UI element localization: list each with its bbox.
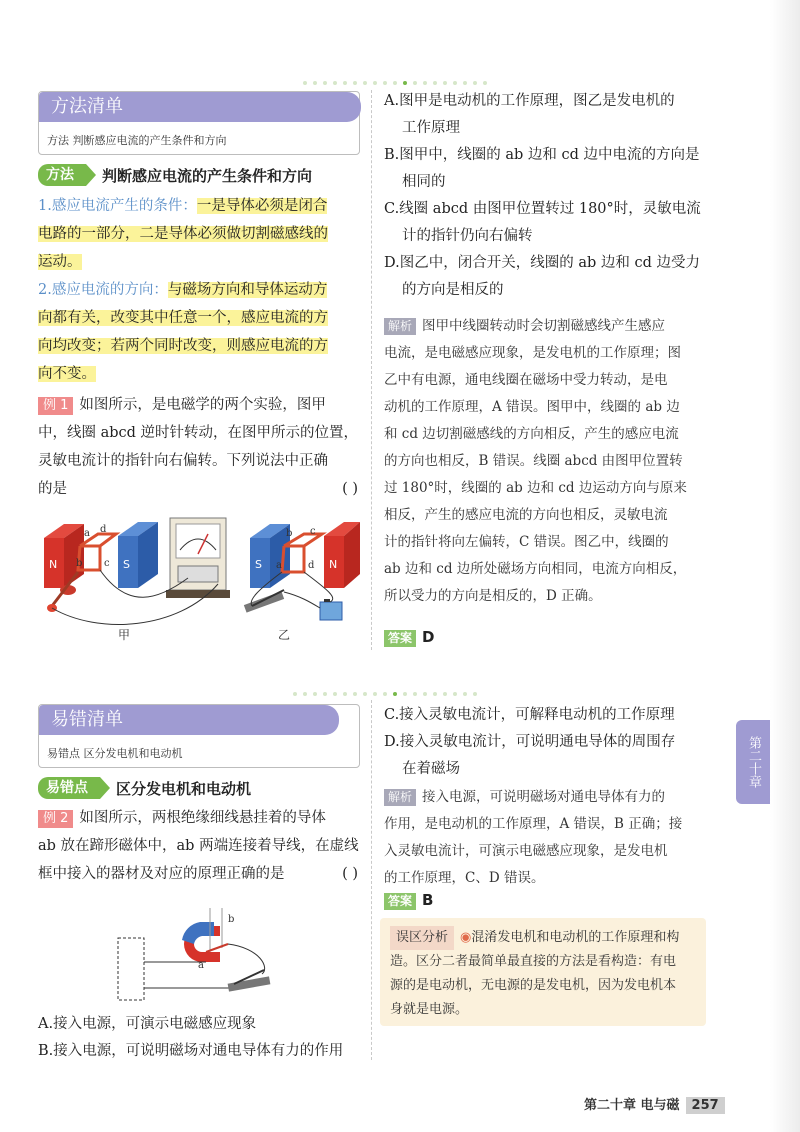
error-list-header <box>38 704 360 768</box>
footer-chapter: 第二十章 电与磁 <box>584 1098 680 1113</box>
example-1-options <box>384 88 724 304</box>
method-point-1 <box>38 192 368 276</box>
example-2-answer <box>384 891 433 910</box>
misconception-box: 误区分析 ◉混淆发电机和电动机的工作原理和构 造。区分二者最简单最直接的方法是看构造：有电 源的是电动机，无电源的是发电机，因为发电机本 身就是电源。 <box>380 918 706 1026</box>
svg-text:N: N <box>49 558 58 571</box>
misconception-tag: 误区分析 <box>390 926 454 950</box>
point-2-text-a: 与磁场方向和导体运动方 <box>167 282 328 298</box>
error-heading <box>38 777 251 799</box>
option-c: C.接入灵敏电流计，可解释电动机的工作原理 <box>384 707 675 723</box>
point-2-text-b: 向都有关，改变其中任意一个，感应电流的方 <box>38 310 328 326</box>
option-d: D.接入灵敏电流计，可说明通电导体的周围存 在着磁场 <box>384 734 676 777</box>
option-d: D.图乙中，闭合开关，线圈的 ab 边和 cd 边受力 的方向是相反的 <box>384 255 700 298</box>
point-1-text-c: 运动。 <box>38 254 82 270</box>
column-divider-bottom <box>371 700 372 1060</box>
figure-a-letter-b: b <box>76 558 83 569</box>
example-2-answer-paren: ( ) <box>342 866 358 882</box>
example-2-stem: 例 2 如图所示，两根绝缘细线悬挂着的导体 ab 放在蹄形磁体中，ab 两端连接着导线，在虚线 框中接入的器材及对应的原理正确的是 ( ) <box>38 804 368 888</box>
example-1-answer-paren: ( ) <box>342 481 358 497</box>
answer-badge: 答案 <box>384 893 416 910</box>
option-a: A.图甲是电动机的工作原理，图乙是发电机的 工作原理 <box>384 93 675 136</box>
figure-a-magnet-s <box>118 522 158 588</box>
example-2-badge: 例 2 <box>38 810 73 828</box>
explanation-badge: 解析 <box>384 318 416 335</box>
figure-b-magnet-n <box>324 522 360 588</box>
method-list-header <box>38 91 360 155</box>
method-heading <box>38 164 312 186</box>
page-number: 257 <box>686 1097 725 1114</box>
point-2-text-c: 向均改变；若两个同时改变，则感应电流的方 <box>38 338 328 354</box>
option-c: C.线圈 abcd 由图甲位置转过 180°时，灵敏电流 计的指针仍向右偏转 <box>384 201 701 244</box>
figure-b-letter-c: c <box>310 526 316 537</box>
example-1-line-1: 如图所示，是电磁学的两个实验，图甲 <box>79 397 326 413</box>
error-title: 区分发电机和电动机 <box>116 779 252 798</box>
answer-value: D <box>422 628 435 646</box>
option-b: B.图甲中，线圈的 ab 边和 cd 边中电流的方向是 相同的 <box>384 147 700 190</box>
method-point-2 <box>38 276 368 388</box>
example-1-answer <box>384 628 434 647</box>
point-2-label: 2.感应电流的方向： <box>38 282 168 298</box>
dashed-box <box>118 938 144 1000</box>
example-2-figure <box>110 908 280 1004</box>
example-1-line-4: 的是 <box>38 481 67 497</box>
figure-a-letter-d: d <box>100 524 107 535</box>
method-list-title: 方法清单 <box>39 92 361 122</box>
answer-badge: 答案 <box>384 630 416 647</box>
svg-text:S: S <box>123 558 130 571</box>
example-1-figure <box>38 510 363 640</box>
method-tag: 方法 <box>38 164 86 186</box>
svg-text:N: N <box>329 558 338 571</box>
point-1-text-b: 电路的一部分，二是导体必须做切割磁感线的 <box>38 226 328 242</box>
method-title: 判断感应电流的产生条件和方向 <box>102 166 313 185</box>
top-divider-dots <box>300 70 490 76</box>
figure-b-battery <box>320 599 342 620</box>
figure-a-letter-a: a <box>84 528 90 539</box>
point-1-label: 1.感应电流产生的条件： <box>38 198 197 214</box>
example-1-line-3: 灵敏电流计的指针向右偏转。下列说法中正确 <box>38 453 328 469</box>
answer-value: B <box>422 891 434 909</box>
example-1-explanation: 解析 图甲中线圈转动时会切割磁感线产生感应 电流，是电磁感应现象，是发电机的工作原理；图 乙中有电源，通电线圈在磁场中受力转动，是电 动机的工作原理，A 错误。图甲中，线圈的 ab 边 和 cd 边切割磁感线的方向相反，产生的感应电流 的方向也相反，B 错误。线圈 abcd 由图甲位置转 过 180°时，线圈的 ab 边和 cd 边运动方向与原来 相反，产生的感应电流的方向也相反，灵敏电流 计的指针将向左偏转，C 错误。图乙中，线圈的 ab 边和 cd 边所处磁场方向相同，电流方向相反， 所以受力的方向是相反的，D 正确。 <box>384 318 687 604</box>
figure-b-letter-d: d <box>308 560 315 571</box>
error-list-subtitle: 易错点 区分发电机和电动机 <box>47 747 183 760</box>
letter-b: b <box>228 914 235 925</box>
example-1-line-2: 中，线圈 abcd 逆时针转动，在图甲所示的位置， <box>38 425 359 441</box>
letter-a: a <box>198 960 204 971</box>
method-list-subtitle: 方法 判断感应电流的产生条件和方向 <box>47 134 227 147</box>
error-tag: 易错点 <box>38 777 100 799</box>
middle-divider-dots <box>290 681 480 687</box>
figure-b-letter-b: b <box>286 528 293 539</box>
example-1-stem <box>38 391 368 503</box>
option-a: A.接入电源，可演示电磁感应现象 <box>38 1016 257 1032</box>
page-footer <box>584 1094 725 1113</box>
example-1-badge: 例 1 <box>38 397 73 415</box>
svg-text:S: S <box>255 558 262 571</box>
explanation-badge: 解析 <box>384 789 416 806</box>
knife-switch <box>228 970 271 992</box>
figure-b-letter-a: a <box>276 560 282 571</box>
chapter-side-tab: 第二十章 <box>736 720 770 804</box>
option-b: B.接入电源，可说明磁场对通电导体有力的作用 <box>38 1043 344 1059</box>
column-divider-top <box>371 90 372 650</box>
example-2-explanation: 解析 接入电源，可说明磁场对通电导体有力的 作用，是电动机的工作原理，A 错误，B 正确；接 入灵敏电流计，可演示电磁感应现象，是发电机 的工作原理，C、D 错误。 <box>384 789 683 886</box>
bullet-icon: ◉ <box>460 930 472 945</box>
figure-b-label: 乙 <box>278 628 291 642</box>
page-edge-shadow <box>770 0 800 1132</box>
figure-b-switch <box>244 590 284 613</box>
figure-a-letter-c: c <box>104 558 110 569</box>
point-1-text-a: 一是导体必须是闭合 <box>196 198 328 214</box>
point-2-text-d: 向不变。 <box>38 366 96 382</box>
horseshoe-magnet <box>182 922 220 962</box>
figure-a-label: 甲 <box>118 628 131 642</box>
example-2-options-left <box>38 1011 378 1065</box>
error-list-title: 易错清单 <box>39 705 339 735</box>
example-2-options-right <box>384 702 724 783</box>
